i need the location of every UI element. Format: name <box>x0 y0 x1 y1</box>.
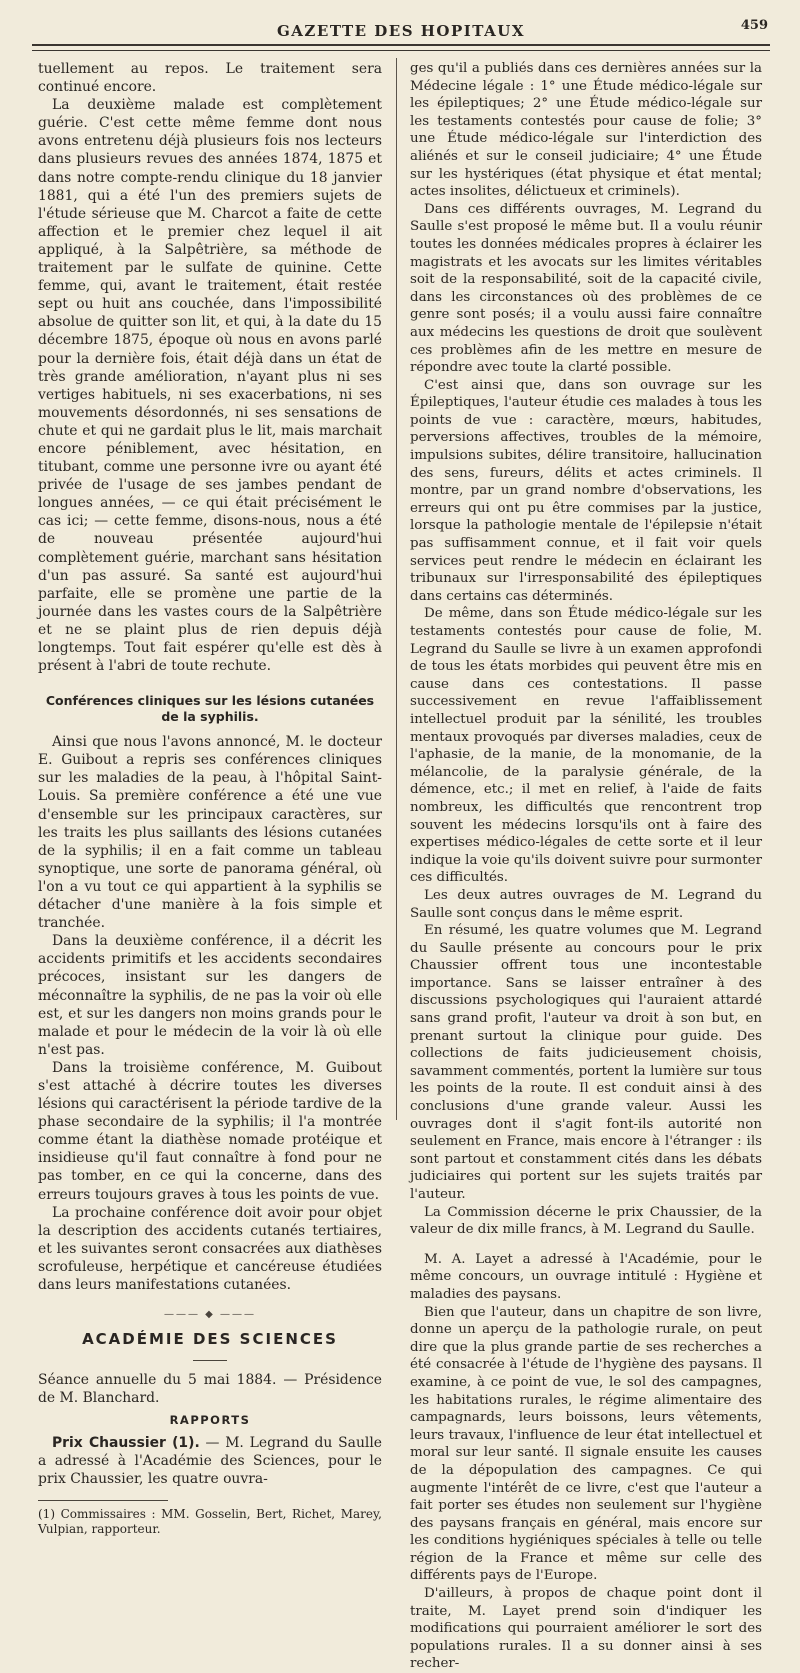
spacer <box>410 1239 762 1251</box>
article-heading <box>38 693 382 725</box>
section-title: ACADÉMIE DES SCIENCES <box>82 1330 338 1349</box>
page-number: 459 <box>740 18 768 33</box>
prix-text: — M. Legrand du Saulle a adressé à l'Académie des Sciences, pour le prix Chaussier, les quatre ouvra- <box>38 1434 382 1487</box>
paragraph: La deuxième malade est complètement guérie. C'est cette même femme dont nous avons entretenu déjà plusieurs fois nos lecteurs dans plusieurs revues des années 1874, 1875 et dans notre compte-rendu clinique du 18 janvier 1881, qui a été l'un des premiers sujets de l'étude sérieuse que M. Charcot a faite de cette affection et le premier chez lequel il ait appliqué, à la Salpêtrière, sa méthode de traitement par le sulfate de quinine. Cette femme, qui, avant le traitement, était restée sept ou huit ans couchée, dans l'impossibilité absolue de quitter son lit, et qui, à la date du 15 décembre 1875, époque où nous en avons parlé pour la dernière fois, était déjà dans un état de très grande amélioration, n'ayant plus ni ses vertiges habituels, ni ses exacerbations, ni ses mouvements désordonnés, ni ses sensations de chute et qui ne gardait plus le lit, mais marchait encore péniblement, avec hésitation, en titubant, comme une personne ivre ou ayant été privée de l'usage de ses jambes pendant de longues années, — ce qui était précisément le cas ici; — cette femme, disons-nous, nous a été de nouveau présentée aujourd'hui complètement guérie, marchant sans hésitation d'un pas assuré. Sa santé est aujourd'hui parfaite, elle se promène une partie de la journée dans les vastes cours de la Salpêtrière et ne se plaint plus de rien depuis déjà longtemps. Tout fait espérer qu'elle est dès à présent à l'abri de toute rechute. <box>38 97 382 675</box>
prix-paragraph <box>38 1434 382 1488</box>
ornament-divider: ——— ◆ ——— <box>163 1309 257 1321</box>
paragraph: Bien que l'auteur, dans un chapitre de son livre, donne un aperçu de la pathologie rurale, on peut dire que la plus grande partie de ses recherches a été consacrée à l'étude de l'hygiène des paysans. Il examine, à ce point de vue, le sol des campagnes, les habitations rurales, le régime alimentaire des campagnards, leurs boissons, leurs vêtements, leurs travaux, l'influence de leur état intellectuel et moral sur leur santé. Il signale ensuite les causes de la dépopulation des campagnes. Ce qui augmente l'intérêt de ce livre, c'est que l'auteur a fait porter ses études non seulement sur l'hygiène des paysans français en général, mais encore sur les conditions hygiéniques spéciales à telle ou telle région de la France et même sur celle des différents pays de l'Europe. <box>410 1304 762 1584</box>
paragraph: De même, dans son Étude médico-légale sur les testaments contestés pour cause de folie, M. Legrand du Saulle se livre à un examen approfondi de tous les états morbides qui peuvent être mis en cause dans ces contestations. Il passe successivement en revue l'affaiblissement intellectuel produit par la sénilité, les troubles mentaux provoqués par diverses maladies, ceux de l'aphasie, de la manie, de la monomanie, de la mélancolie, de la paralysie générale, de la démence, etc.; il met en relief, à l'aide de faits nombreux, les difficultés que rencontrent trop souvent les médecins lorsqu'ils ont à faire des expertises médico-légales de cette sorte et il leur indique la voie qu'ils doivent suivre pour surmonter ces difficultés. <box>410 606 762 886</box>
seance-line: Séance annuelle du 5 mai 1884. — Présidence de M. Blanchard. <box>38 1372 382 1407</box>
paragraph: La prochaine conférence doit avoir pour objet la description des accidents cutanés tertiaires, et les suivantes seront consacrées aux diathèses scrofuleuse, herpétique et cancéreuse étudiées dans leurs manifestations cutanées. <box>38 1204 382 1293</box>
paragraph: D'ailleurs, à propos de chaque point dont il traite, M. Layet prend soin d'indiquer les modifications qui pourraient améliorer le sort des populations rurales. Il a su donner ainsi à ses recher- <box>410 1586 762 1672</box>
paragraph: Les deux autres ouvrages de M. Legrand du Saulle sont conçus dans le même esprit. <box>410 887 762 921</box>
rapports-subhead: RAPPORTS <box>169 1413 251 1428</box>
journal-title: GAZETTE DES HOPITAUX <box>276 22 525 40</box>
paragraph: ges qu'il a publiés dans ces dernières années sur la Médecine légale : 1° une Étude médico-légale sur les épileptiques; 2° une Étude médico-légale sur les testaments contestés pour cause de folie; 3° une Étude médico-légale sur l'interdiction des aliénés et sur le conseil judiciaire; 4° une Étude sur les hystériques (état physique et état mental; actes insolites, délictueux et criminels). <box>410 61 762 200</box>
article-heading-line1: Conférences cliniques sur les lésions cutanées <box>45 693 375 709</box>
footnote: (1) Commissaires : MM. Gosselin, Bert, Richet, Marey, Vulpian, rapporteur. <box>38 1506 382 1536</box>
header-rule <box>32 50 770 51</box>
running-head <box>32 14 770 46</box>
column-divider <box>396 58 397 1120</box>
paragraph: M. A. Layet a adressé à l'Académie, pour le même concours, un ouvrage intitulé : Hygiène et maladies des paysans. <box>410 1251 762 1302</box>
right-column <box>410 60 762 1672</box>
prix-label: Prix Chaussier (1). <box>52 1434 200 1451</box>
paragraph: Dans la troisième conférence, M. Guibout s'est attaché à décrire toutes les diverses lésions qui caractérisent la période tardive de la phase secondaire de la syphilis; il l'a montrée comme étant la diathèse nomade protéique et insidieuse qu'il faut connaître à fond pour ne pas tomber, en ce qui la concerne, dans des erreurs toujours graves à tous les points de vue. <box>38 1059 382 1203</box>
paragraph: Ainsi que nous l'avons annoncé, M. le docteur E. Guibout a repris ses conférences cliniques sur les maladies de la peau, à l'hôpital Saint-Louis. Sa première conférence a été une vue d'ensemble sur les principaux caractères, sur les traits les plus saillants des lésions cutanées de la syphilis; il en a fait comme un tableau synoptique, une sorte de panorama général, où l'on a vu tout ce qui appartient à la syphilis se détacher d'une manière à la fois simple et tranchée. <box>38 734 382 932</box>
left-column <box>38 60 382 1536</box>
short-rule <box>193 1360 227 1361</box>
paragraph: C'est ainsi que, dans son ouvrage sur les Épileptiques, l'auteur étudie ces malades à tous les points de vue : caractère, mœurs, habitudes, perversions affectives, troubles de la mémoire, impulsions subites, délire transitoire, hallucination des sens, fureurs, délits et actes criminels. Il montre, par un grand nombre d'observations, les erreurs qui ont pu être commises par la justice, lorsque la pathologie mentale de l'épilepsie n'était pas suffisamment connue, et il fait voir quels services peut rendre le médecin en éclairant les tribunaux sur l'irresponsabilité des épileptiques dans certains cas déterminés. <box>410 377 762 604</box>
article-heading-line2: de la syphilis. <box>161 709 259 725</box>
paragraph: La Commission décerne le prix Chaussier, de la valeur de dix mille francs, à M. Legrand du Saulle. <box>410 1204 762 1238</box>
footnote-rule <box>38 1500 168 1501</box>
paragraph: Dans la deuxième conférence, il a décrit les accidents primitifs et les accidents secondaires précoces, insistant sur les dangers de méconnaître la syphilis, de ne pas la voir où elle est, et sur les dangers non moins grands pour le malade et pour le médecin de la voir là où elle n'est pas. <box>38 933 382 1058</box>
paragraph: tuellement au repos. Le traitement sera continué encore. <box>38 61 382 96</box>
paragraph: Dans ces différents ouvrages, M. Legrand du Saulle s'est proposé le même but. Il a voulu réunir toutes les données médicales propres à éclairer les magistrats et les avocats sur les limites véritables soit de la responsabilité, soit de la capacité civile, dans les circonstances où des problèmes de ce genre sont posés; il a voulu aussi faire connaître aux médecins les questions de droit que soulèvent ces problèmes afin de les mettre en mesure de répondre avec toute la clarté possible. <box>410 201 762 376</box>
paragraph: En résumé, les quatre volumes que M. Legrand du Saulle présente au concours pour le prix Chaussier offrent tous une incontestable importance. Sans se laisser entraîner à des discussions psychologiques qui l'auraient attardé sans grand profit, l'auteur va droit à son but, en prenant surtout la clinique pour guide. Des collections de faits judicieusement choisis, savamment commentés, portent la lumière sur tous les points de la route. Il est conduit ainsi à des conclusions d'une grande valeur. Aussi les ouvrages dont il s'agit font-ils autorité non seulement en France, mais encore à l'étranger : ils sont partout et constamment cités dans les débats judiciaires qui portent sur les sujets traités par l'auteur. <box>410 923 762 1202</box>
